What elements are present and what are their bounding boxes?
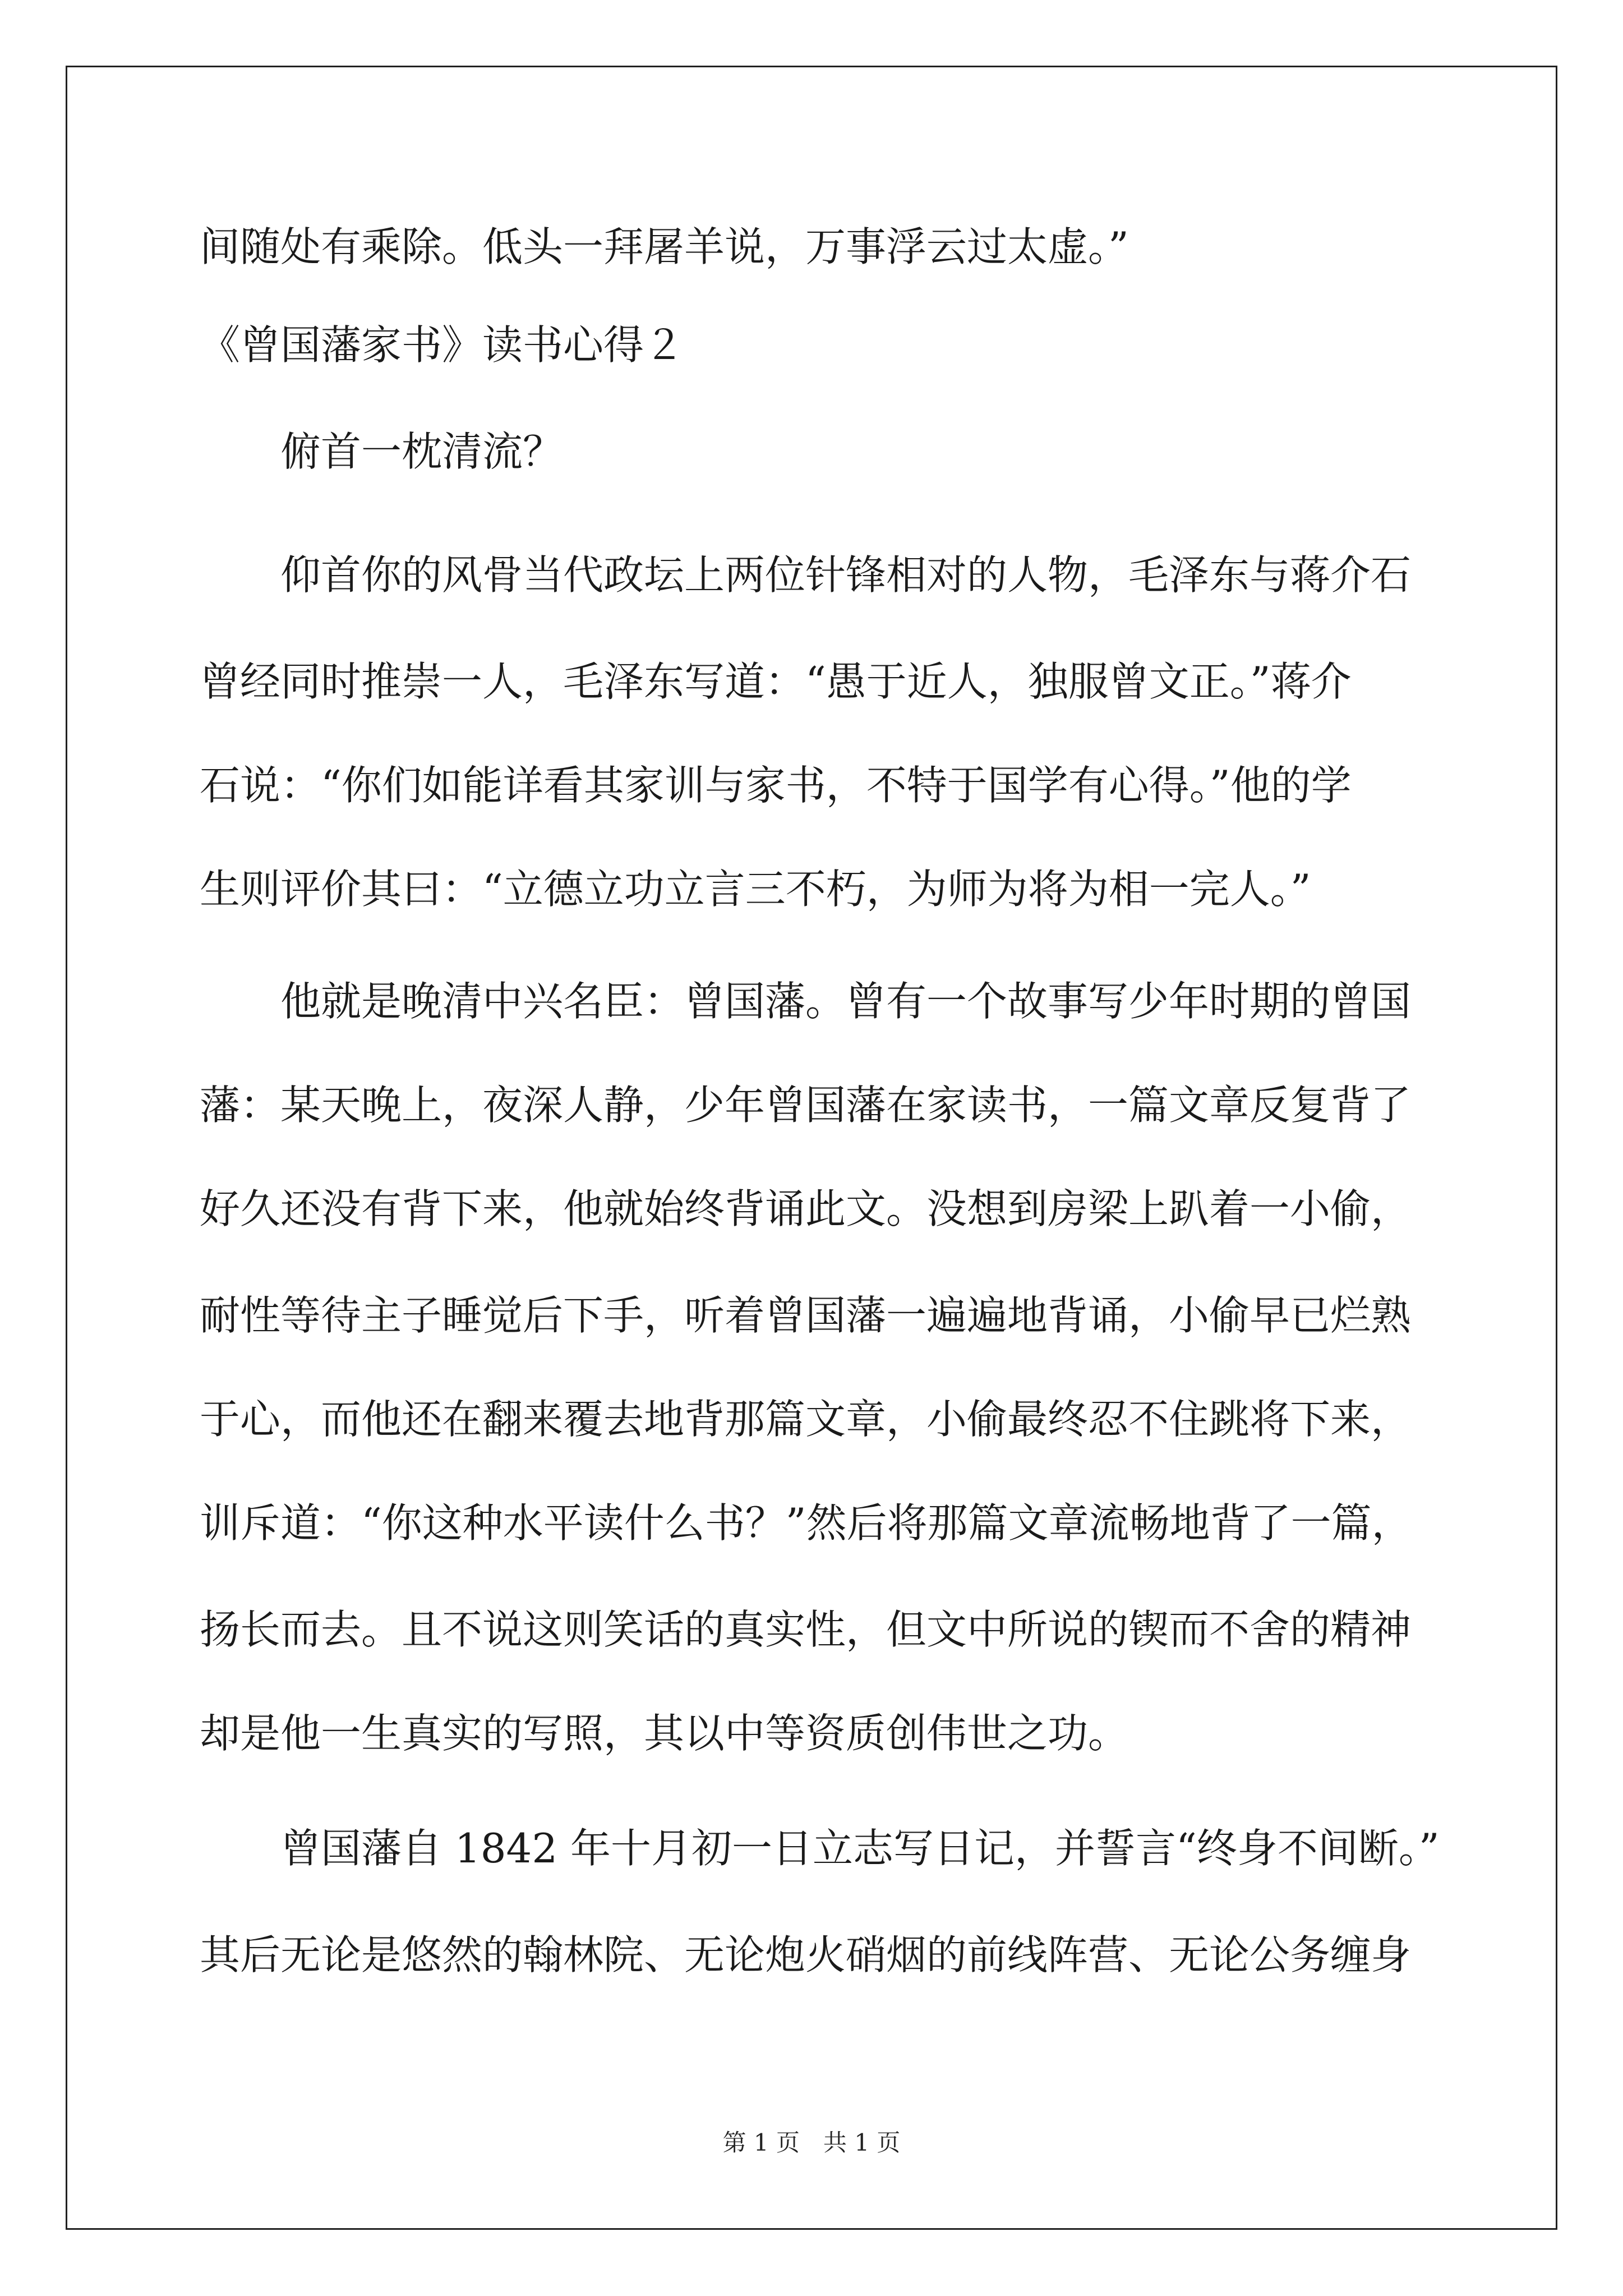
text-line-5: 曾经同时推崇一人，毛泽东写道：“愚于近人，独服曾文正。”蒋介 [200, 658, 1352, 705]
page-border [66, 66, 1557, 2230]
text-line-17: 其后无论是悠然的翰林院、无论炮火硝烟的前线阵营、无论公务缠身 [200, 1931, 1412, 1978]
section-heading: 《曾国藩家书》读书心得２ [200, 321, 685, 369]
text-line-12: 于心，而他还在翻来覆去地背那篇文章，小偷最终忍不住跳将下来， [200, 1396, 1412, 1443]
text-line-4: 仰首你的风骨当代政坛上两位针锋相对的人物，毛泽东与蒋介石 [280, 551, 1412, 599]
text-line-13: 训斥道：“你这种水平读什么书？”然后将那篇文章流畅地背了一篇， [200, 1499, 1412, 1547]
text-line-6: 石说：“你们如能详看其家训与家书，不特于国学有心得。”他的学 [200, 762, 1352, 809]
text-line-3: 俯首一枕清流？ [280, 428, 564, 475]
text-line-9: 藩：某天晚上，夜深人静，少年曾国藩在家读书，一篇文章反复背了 [200, 1082, 1412, 1129]
text-line-7: 生则评价其曰：“立德立功立言三不朽，为师为将为相一完人。” [200, 866, 1311, 913]
text-line-14: 扬长而去。且不说这则笑话的真实性，但文中所说的锲而不舍的精神 [200, 1606, 1412, 1653]
text-line-1: 间随处有乘除。低头一拜屠羊说，万事浮云过太虚。” [200, 223, 1129, 270]
text-line-16: 曾国藩自 1842 年十月初一日立志写日记，并誓言“终身不间断。” [280, 1825, 1440, 1872]
page-number-footer: 第 1 页 共 1 页 [722, 2129, 901, 2156]
text-line-11: 耐性等待主子睡觉后下手，听着曾国藩一遍遍地背诵，小偷早已烂熟 [200, 1292, 1412, 1339]
text-line-10: 好久还没有背下来，他就始终背诵此文。没想到房梁上趴着一小偷， [200, 1185, 1412, 1232]
text-line-15: 却是他一生真实的写照，其以中等资质创伟世之功。 [200, 1710, 1129, 1757]
text-line-8: 他就是晚清中兴名臣：曾国藩。曾有一个故事写少年时期的曾国 [280, 978, 1412, 1025]
